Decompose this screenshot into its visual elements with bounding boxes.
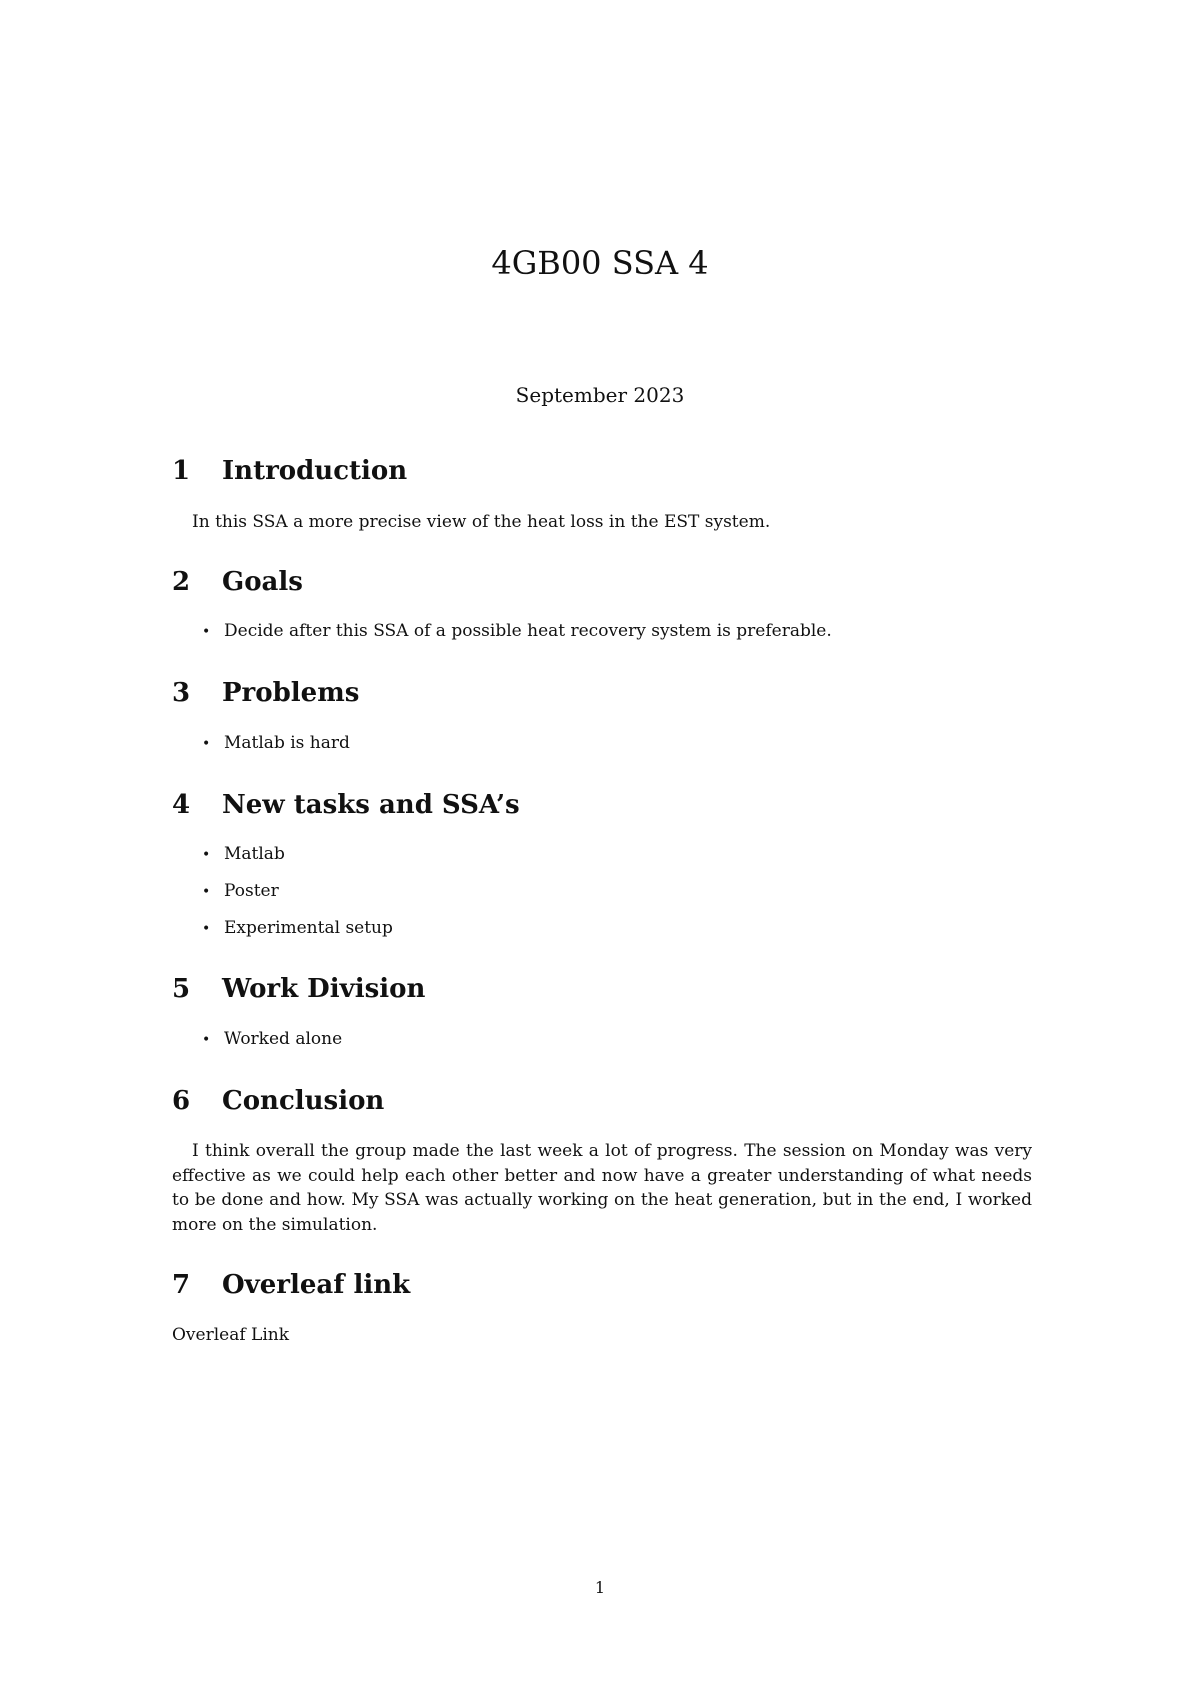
document-title: 4GB00 SSA 4 xyxy=(491,244,709,282)
list-item xyxy=(202,881,279,901)
section-heading-overleaf-link xyxy=(172,1270,410,1300)
section-heading-introduction xyxy=(172,456,407,486)
section-heading-new-tasks xyxy=(172,790,520,820)
overleaf-link[interactable]: Overleaf Link xyxy=(172,1325,290,1345)
bullet-icon: • xyxy=(202,847,211,863)
page-number: 1 xyxy=(594,1578,606,1597)
section-number: 5 xyxy=(172,974,191,1004)
introduction-paragraph: In this SSA a more precise view of the heat loss in the EST system. xyxy=(192,512,771,532)
section-number: 3 xyxy=(172,678,191,708)
list-item xyxy=(202,844,285,864)
bullet-icon: • xyxy=(202,736,211,752)
list-item-text: Experimental setup xyxy=(224,918,393,938)
section-heading-work-division xyxy=(172,974,425,1004)
section-heading-conclusion xyxy=(172,1086,384,1116)
section-title: Problems xyxy=(222,678,360,708)
bullet-icon: • xyxy=(202,921,211,937)
list-item xyxy=(202,621,832,641)
section-heading-goals xyxy=(172,567,303,597)
section-title: Overleaf link xyxy=(222,1270,411,1300)
document-date: September 2023 xyxy=(515,383,685,407)
list-item xyxy=(202,918,393,938)
bullet-icon: • xyxy=(202,1032,211,1048)
section-number: 7 xyxy=(172,1270,191,1300)
list-item-text: Poster xyxy=(224,881,279,901)
list-item xyxy=(202,1029,342,1049)
list-item xyxy=(202,733,350,753)
section-number: 1 xyxy=(172,456,191,486)
bullet-icon: • xyxy=(202,884,211,900)
section-number: 6 xyxy=(172,1086,191,1116)
list-item-text: Matlab is hard xyxy=(224,733,350,753)
section-title: Goals xyxy=(222,567,303,597)
section-number: 4 xyxy=(172,790,191,820)
section-heading-problems xyxy=(172,678,359,708)
section-title: Conclusion xyxy=(222,1086,385,1116)
section-title: Work Division xyxy=(222,974,426,1004)
list-item-text: Decide after this SSA of a possible heat recovery system is preferable. xyxy=(224,621,832,641)
section-number: 2 xyxy=(172,567,191,597)
list-item-text: Matlab xyxy=(224,844,285,864)
bullet-icon: • xyxy=(202,624,211,640)
section-title: New tasks and SSA’s xyxy=(222,790,520,820)
list-item-text: Worked alone xyxy=(224,1029,343,1049)
section-title: Introduction xyxy=(222,456,408,486)
conclusion-paragraph: I think overall the group made the last week a lot of progress. The session on Monday was very effective as we could help each other better and now have a greater understanding of what needs to be done and how. My SSA was actually working on the heat generation, but in the end, I worked more on the simulation. xyxy=(172,1141,1032,1235)
